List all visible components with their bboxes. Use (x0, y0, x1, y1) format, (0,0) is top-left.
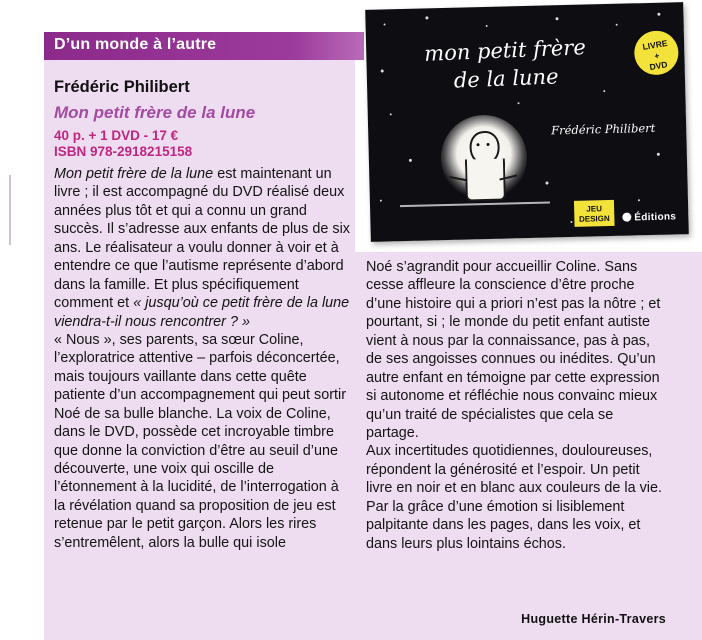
book-price: 40 p. + 1 DVD - 17 € (54, 128, 179, 143)
star-icon (390, 113, 392, 115)
star-icon (425, 16, 428, 19)
star-icon (380, 200, 382, 202)
review-paragraph-4: Aux incertitudes quotidiennes, douloureuses, répondent la générosité et l’espoir. Un petit livre en noir et en blanc aux couleurs de la vie. Par la grâce d’une émotion si lisiblement palpitante dans les pages, dans les voix, et dans leurs plus lointains échos. (366, 443, 662, 552)
book-isbn: ISBN 978-2918215158 (54, 143, 193, 159)
star-icon (603, 90, 605, 92)
star-icon (555, 17, 558, 20)
publisher-label: Éditions (634, 211, 677, 224)
publisher-dot-icon (622, 212, 631, 221)
section-header-title: D’un monde à l’autre (54, 36, 217, 53)
star-icon (570, 221, 572, 223)
badge-livre-line-2: + (653, 50, 661, 61)
left-margin-rule (9, 175, 11, 245)
star-icon (657, 153, 660, 156)
review-paragraph-1 (54, 165, 351, 331)
star-icon (409, 159, 412, 162)
cover-author: Frédéric Philibert (550, 120, 656, 138)
book-cover-canvas (365, 2, 689, 242)
cover-title-line-2: de la lune (453, 64, 559, 94)
star-icon (518, 102, 520, 104)
badge-livre-line-3: DVD (648, 59, 669, 73)
book-author: Frédéric Philibert (54, 78, 190, 96)
review-p1-body: est maintenant un livre ; il est accompagné du DVD réalisé deux années plus tôt et qui a connu un grand succès. Il s’adresse aux enfants de plus de six ans. Le réalisateur a voulu donner à voir et à entendre ce que l’autisme représente d’abord dans la famille. Et plus spécifiquement comment et (54, 166, 350, 312)
star-icon (616, 24, 618, 26)
boy-eye-icon (477, 143, 480, 146)
review-paragraph-2: « Nous », ses parents, sa sœur Coline, l’exploratrice attentive – parfois déconcertée, mais toujours vaillante dans cette quête patiente d’un accompagnement qui peut sortir Noé de sa bulle blanche. La voix de Coline, dans le DVD, possède cet incroyable timbre que donne la conviction d’être au seuil d’une découverte, une voix qui oscille de l’étonnement à la lucidité, de l’interrogation à la révélation quand sa proposition de jeu est retenue par le petit garçon. Alors les rires s’entremêlent, alors la bulle qui isole (54, 331, 346, 551)
star-icon (384, 23, 386, 25)
boy-eye-icon (487, 143, 490, 146)
cover-title (400, 32, 612, 97)
star-icon (381, 69, 384, 72)
book-cover-image (365, 2, 689, 242)
cover-title-line-1: mon petit frère (423, 35, 587, 66)
badge-livre-line-1: LIVRE (641, 37, 669, 52)
star-icon (638, 199, 640, 201)
review-p1-italic-quote: « jusqu’où ce petit frère de la lune viendra-t-il nous rencontrer ? » (54, 295, 350, 330)
badge-jeu-design (574, 200, 615, 227)
badge-jeu-line-2: DESIGN (578, 213, 610, 224)
badge-jeu-line-1: JEU (586, 204, 603, 214)
review-p1-italic-lead: Mon petit frère de la lune (54, 166, 214, 183)
review-signature: Huguette Hérin-Travers (521, 612, 666, 626)
right-text-column (366, 258, 666, 553)
publisher-logo (622, 211, 676, 223)
star-icon (657, 13, 660, 16)
review-paragraph-3: Noé s’agrandit pour accueillir Coline. Sans cesse affleure la conscience d’être proche d’une histoire qui a priori n’est pas la nôtre ; et pourtant, si ; le monde du petit enfant autiste vient à nous par la connaissance, pas à pas, de ses angoisses connues ou inédites. Qu’un autre enfant en témoigne par cette expression si autonome et réfléchie nous convainc mieux qu’un traité de spécialistes que cela se partage. (366, 259, 661, 441)
ground-line-icon (400, 201, 550, 207)
badge-livre-dvd (631, 28, 682, 79)
book-title: Mon petit frère de la lune (54, 103, 256, 122)
star-icon (545, 181, 548, 184)
star-icon (486, 25, 488, 27)
left-text-column (54, 78, 351, 552)
